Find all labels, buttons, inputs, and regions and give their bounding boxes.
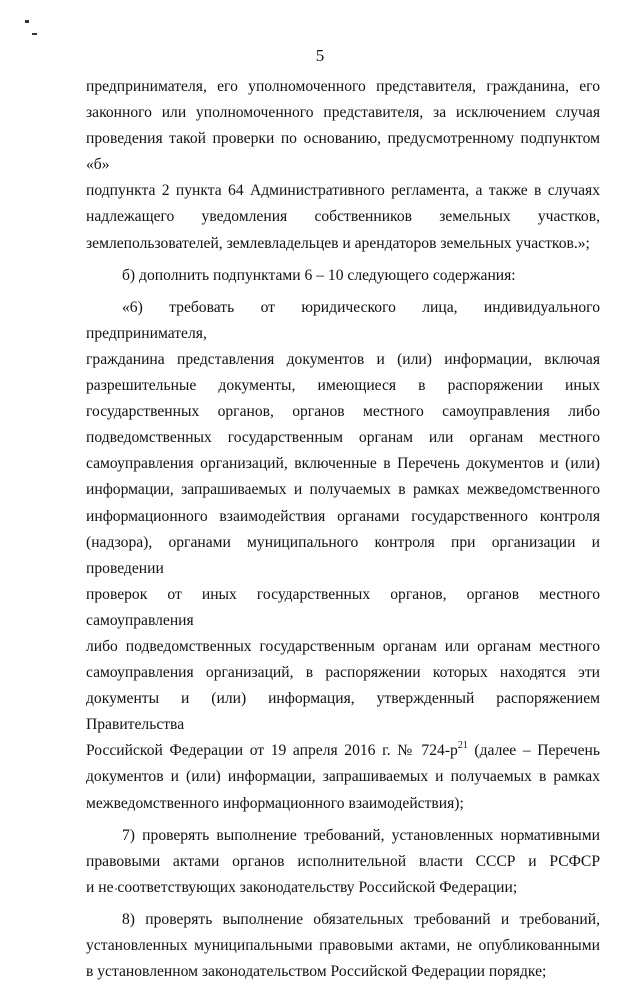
text-line: законного или уполномоченного представителя, за исключением случая bbox=[86, 104, 600, 122]
paragraph-last-line bbox=[86, 875, 600, 901]
text-line-with-footnote bbox=[86, 742, 600, 759]
text-line: предпринимателя, его уполномоченного представителя, гражданина, его bbox=[86, 78, 600, 95]
text-line: либо подведомственных государственным органам или органам местного bbox=[86, 637, 600, 655]
text-line: проведения такой проверки по основанию, предусмотренному подпунктом «б» bbox=[86, 130, 600, 174]
paragraph bbox=[86, 263, 600, 289]
text-line: 8) проверять выполнение обязательных требований и требований, bbox=[122, 910, 600, 928]
paragraph-last-line bbox=[86, 791, 600, 817]
text-line: б) дополнить подпунктами 6 – 10 следующего содержания: bbox=[122, 266, 516, 284]
text-line: «6) требовать от юридического лица, индивидуального предпринимателя, bbox=[86, 298, 600, 342]
text-line: правовыми актами органов исполнительной власти СССР и РСФСР bbox=[86, 852, 600, 870]
text-line: государственных органов, органов местного самоуправления либо bbox=[86, 403, 600, 421]
text-line: информации, запрашиваемых и получаемых в рамках межведомственного bbox=[86, 481, 600, 499]
footnote-ref: 21 bbox=[457, 740, 468, 752]
text-line: документов и (или) информации, запрашиваемых и получаемых в рамках bbox=[86, 768, 600, 786]
text-line: установленных муниципальными правовыми актами, не опубликованными bbox=[86, 937, 600, 954]
text-line: в установленном законодательством Российской Федерации порядке; bbox=[86, 963, 547, 981]
text-line: информационного взаимодействия органами государственного контроля bbox=[86, 507, 600, 525]
paragraph-body bbox=[86, 933, 600, 959]
text-line: надлежащего уведомления собственников земельных участков, bbox=[86, 208, 600, 226]
scan-speck bbox=[32, 33, 37, 35]
paragraph-body bbox=[86, 849, 600, 875]
paragraph bbox=[86, 295, 600, 347]
paragraph bbox=[86, 74, 600, 231]
paragraph-last-line bbox=[86, 231, 600, 257]
scan-speck bbox=[25, 20, 29, 23]
text-line: 7) проверять выполнение требований, установленных нормативными bbox=[122, 826, 600, 844]
page-number: 5 bbox=[315, 46, 325, 65]
paragraph bbox=[86, 823, 600, 849]
text-line: землепользователей, землевладельцев и арендаторов земельных участков.»; bbox=[86, 234, 590, 252]
text-line: подведомственных государственным органам или органам местного bbox=[86, 429, 600, 447]
text-segment: (далее – Перечень bbox=[467, 742, 600, 760]
document-body bbox=[86, 74, 600, 985]
text-line: межведомственного информационного взаимодействия); bbox=[86, 794, 464, 812]
text-line: подпункта 2 пункта 64 Административного регламента, а также в случаях bbox=[86, 182, 600, 200]
paragraph-last-line bbox=[86, 959, 600, 985]
text-line: и не соответствующих законодательству Российской Федерации; bbox=[86, 878, 518, 896]
paragraph-body bbox=[86, 347, 600, 791]
text-line: проверок от иных государственных органов, органов местного самоуправления bbox=[86, 585, 600, 629]
text-segment: Российской Федерации от 19 апреля 2016 г. № 724-р bbox=[86, 742, 458, 760]
text-line: (надзора), органами муниципального контроля при организации и проведении bbox=[86, 533, 600, 577]
text-line: самоуправления организаций, в распоряжении которых находятся эти bbox=[86, 664, 600, 682]
text-line: самоуправления организаций, включенные в Перечень документов и (или) bbox=[86, 455, 600, 473]
text-line: разрешительные документы, имеющиеся в распоряжении иных bbox=[86, 377, 600, 395]
text-line: гражданина представления документов и (или) информации, включая bbox=[86, 350, 600, 368]
paragraph bbox=[86, 907, 600, 933]
text-line: документы и (или) информация, утвержденный распоряжением Правительства bbox=[86, 690, 600, 734]
